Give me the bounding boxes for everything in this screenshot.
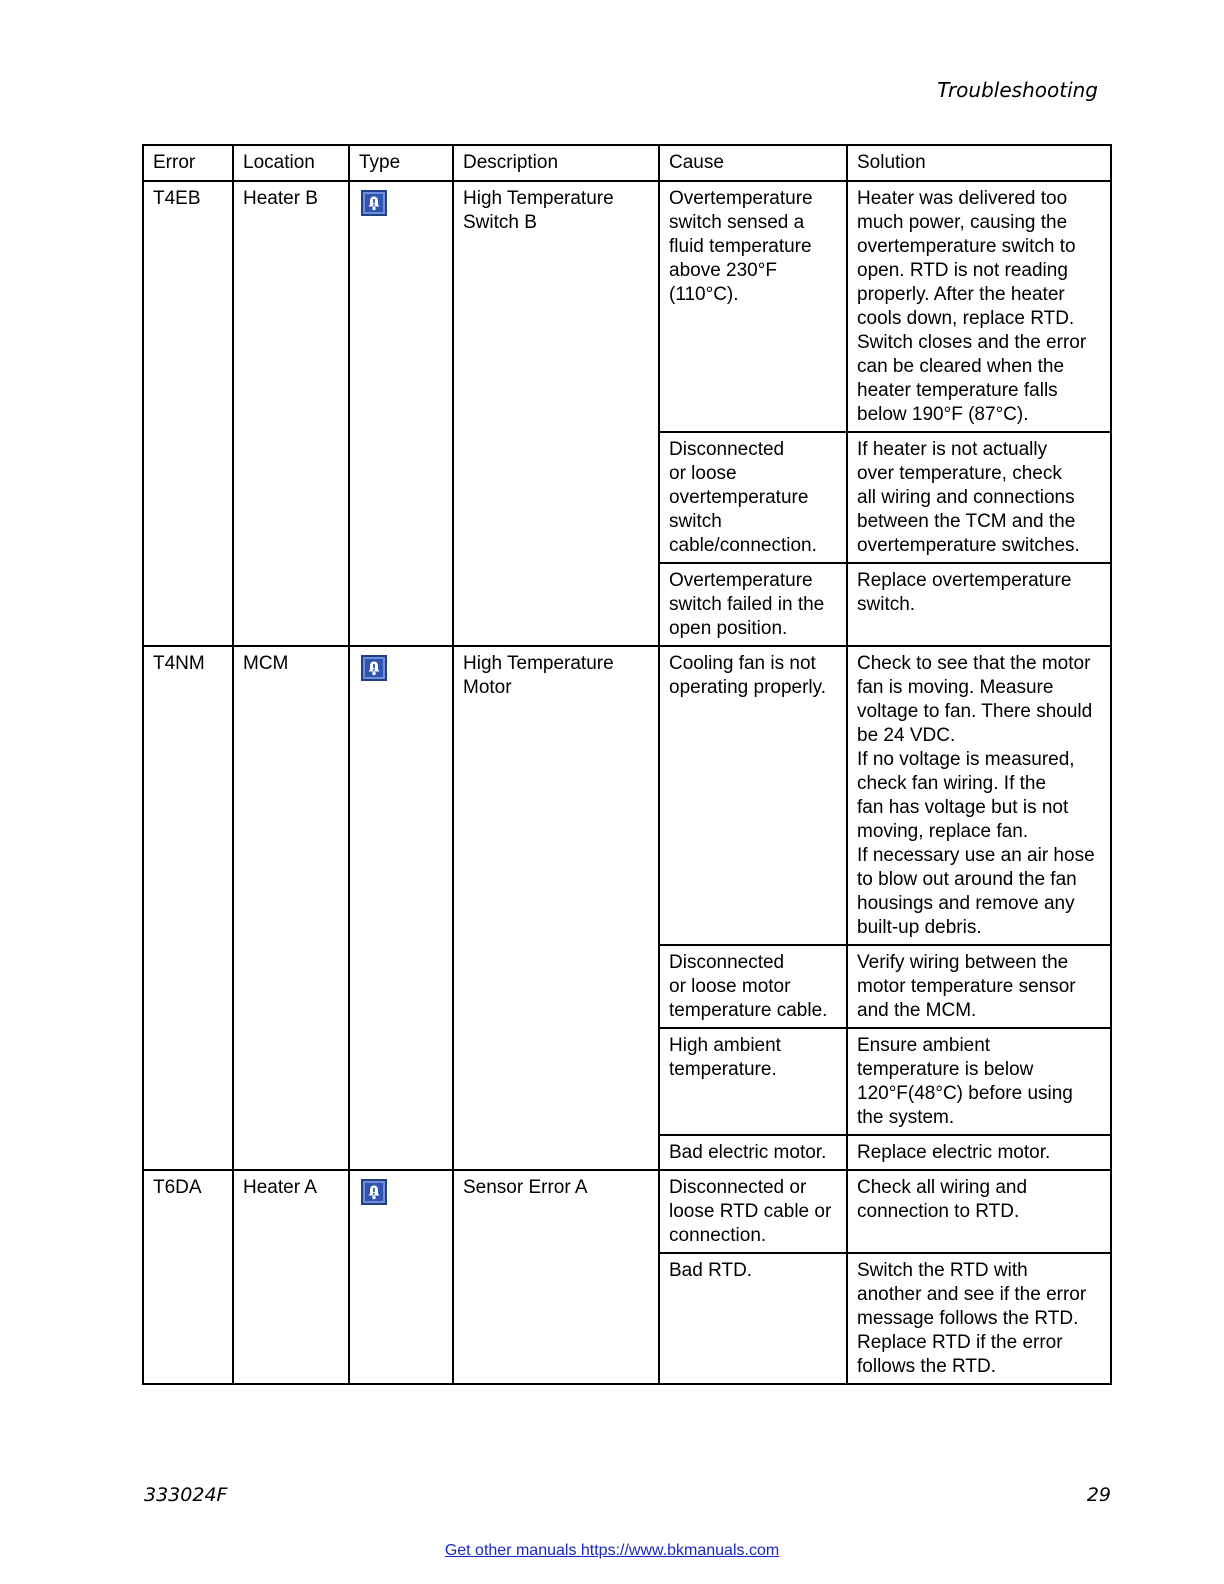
description-cell-line: Switch B (463, 212, 537, 233)
cause-cell-line: High ambient (669, 1035, 781, 1056)
description-cell (453, 181, 659, 646)
solution-cell-line: and the MCM. (857, 1000, 977, 1021)
solution-cell-line: motor temperature sensor (857, 976, 1076, 997)
cause-cell (659, 945, 847, 1028)
cause-cell-line: or loose motor (669, 976, 791, 997)
troubleshooting-table (142, 144, 1112, 1385)
cause-cell (659, 1170, 847, 1253)
cause-cell-line: open position. (669, 618, 788, 639)
cause-cell (659, 646, 847, 945)
table-body (143, 181, 1111, 1384)
solution-cell (847, 1028, 1111, 1135)
cause-cell-line: above 230°F (669, 260, 777, 281)
cause-cell-line: loose RTD cable or (669, 1201, 832, 1222)
table-row (143, 1170, 1111, 1253)
cause-cell-line: switch sensed a (669, 212, 805, 233)
cause-cell (659, 432, 847, 563)
solution-cell-line: below 190°F (87°C). (857, 404, 1029, 425)
solution-cell-line: temperature is below (857, 1059, 1034, 1080)
solution-cell-line: fan has voltage but is not (857, 797, 1069, 818)
cause-cell (659, 181, 847, 432)
solution-cell (847, 646, 1111, 945)
solution-cell-line: follows the RTD. (857, 1356, 997, 1377)
solution-cell-line: If necessary use an air hose (857, 845, 1095, 866)
cause-cell-line: switch failed in the (669, 594, 825, 615)
solution-cell-line: built-up debris. (857, 917, 982, 938)
solution-cell-line: Heater was delivered too (857, 188, 1068, 209)
header-description: Description (453, 145, 659, 181)
solution-cell-line: much power, causing the (857, 212, 1068, 233)
solution-cell-line: open. RTD is not reading (857, 260, 1068, 281)
solution-cell-line: between the TCM and the (857, 511, 1076, 532)
solution-cell-line: Replace RTD if the error (857, 1332, 1063, 1353)
error-code-cell: T4NM (143, 646, 233, 1170)
solution-cell-line: connection to RTD. (857, 1201, 1020, 1222)
cause-cell (659, 1253, 847, 1384)
solution-cell-line: check fan wiring. If the (857, 773, 1047, 794)
header-type: Type (349, 145, 453, 181)
solution-cell-line: be 24 VDC. (857, 725, 956, 746)
cause-cell-line: Disconnected (669, 439, 785, 460)
location-cell: Heater A (233, 1170, 349, 1384)
document-number: 333024F (144, 1484, 228, 1506)
description-cell-line: High Temperature (463, 653, 614, 674)
solution-cell (847, 1253, 1111, 1384)
description-cell-line: Sensor Error A (463, 1177, 588, 1198)
solution-cell-line: moving, replace fan. (857, 821, 1029, 842)
cause-cell-line: Disconnected or (669, 1177, 807, 1198)
cause-cell-line: switch (669, 511, 722, 532)
description-cell (453, 1170, 659, 1384)
solution-cell-line: over temperature, check (857, 463, 1062, 484)
cause-cell-line: Bad RTD. (669, 1260, 753, 1281)
solution-cell-line: cools down, replace RTD. (857, 308, 1075, 329)
cause-cell-line: fluid temperature (669, 236, 812, 257)
error-code-cell: T6DA (143, 1170, 233, 1384)
cause-cell-line: temperature. (669, 1059, 777, 1080)
description-cell-line: High Temperature (463, 188, 614, 209)
cause-cell-line: overtemperature (669, 487, 809, 508)
cause-cell-line: Bad electric motor. (669, 1142, 827, 1163)
solution-cell-line: message follows the RTD. (857, 1308, 1079, 1329)
solution-cell-line: all wiring and connections (857, 487, 1075, 508)
solution-cell-line: Replace electric motor. (857, 1142, 1051, 1163)
location-cell: MCM (233, 646, 349, 1170)
solution-cell-line: Check all wiring and (857, 1177, 1028, 1198)
solution-cell-line: Check to see that the motor (857, 653, 1091, 674)
cause-cell-line: temperature cable. (669, 1000, 828, 1021)
header-error: Error (143, 145, 233, 181)
solution-cell (847, 1135, 1111, 1170)
solution-cell-line: the system. (857, 1107, 955, 1128)
cause-cell-line: cable/connection. (669, 535, 817, 556)
cause-cell-line: Overtemperature (669, 570, 813, 591)
table-row (143, 646, 1111, 945)
solution-cell-line: Switch closes and the error (857, 332, 1087, 353)
solution-cell-line: Ensure ambient (857, 1035, 991, 1056)
type-cell (349, 646, 453, 1170)
cause-cell-line: connection. (669, 1225, 767, 1246)
alarm-icon (361, 190, 387, 216)
header-cause: Cause (659, 145, 847, 181)
solution-cell-line: fan is moving. Measure (857, 677, 1054, 698)
solution-cell-line: properly. After the heater (857, 284, 1065, 305)
header-solution: Solution (847, 145, 1111, 181)
description-cell (453, 646, 659, 1170)
manuals-link[interactable]: Get other manuals https://www.bkmanuals.com (444, 1542, 780, 1559)
cause-cell (659, 563, 847, 646)
alarm-icon (361, 1179, 387, 1205)
type-cell (349, 1170, 453, 1384)
cause-cell-line: operating properly. (669, 677, 827, 698)
solution-cell (847, 432, 1111, 563)
cause-cell (659, 1028, 847, 1135)
solution-cell (847, 1170, 1111, 1253)
cause-cell-line: Cooling fan is not (669, 653, 816, 674)
solution-cell-line: overtemperature switches. (857, 535, 1080, 556)
solution-cell (847, 945, 1111, 1028)
solution-cell (847, 181, 1111, 432)
solution-cell-line: voltage to fan. There should (857, 701, 1093, 722)
cause-cell-line: or loose (669, 463, 737, 484)
solution-cell-line: If heater is not actually (857, 439, 1048, 460)
header-location: Location (233, 145, 349, 181)
page-number: 29 (1086, 1484, 1111, 1506)
solution-cell-line: another and see if the error (857, 1284, 1087, 1305)
solution-cell-line: 120°F(48°C) before using (857, 1083, 1073, 1104)
solution-cell-line: can be cleared when the (857, 356, 1065, 377)
solution-cell-line: heater temperature falls (857, 380, 1058, 401)
solution-cell-line: Switch the RTD with (857, 1260, 1028, 1281)
error-code-cell: T4EB (143, 181, 233, 646)
cause-cell (659, 1135, 847, 1170)
cause-cell-line: Disconnected (669, 952, 785, 973)
table-row (143, 181, 1111, 432)
running-head: Troubleshooting (937, 78, 1098, 102)
description-cell-line: Motor (463, 677, 512, 698)
cause-cell-line: Overtemperature (669, 188, 813, 209)
solution-cell-line: switch. (857, 594, 916, 615)
solution-cell-line: overtemperature switch to (857, 236, 1076, 257)
solution-cell-line: Replace overtemperature (857, 570, 1072, 591)
solution-cell-line: housings and remove any (857, 893, 1075, 914)
solution-cell (847, 563, 1111, 646)
type-cell (349, 181, 453, 646)
alarm-icon (361, 655, 387, 681)
solution-cell-line: to blow out around the fan (857, 869, 1077, 890)
table-header-row (143, 145, 1111, 181)
location-cell: Heater B (233, 181, 349, 646)
solution-cell-line: If no voltage is measured, (857, 749, 1075, 770)
cause-cell-line: (110°C). (669, 284, 739, 305)
solution-cell-line: Verify wiring between the (857, 952, 1069, 973)
